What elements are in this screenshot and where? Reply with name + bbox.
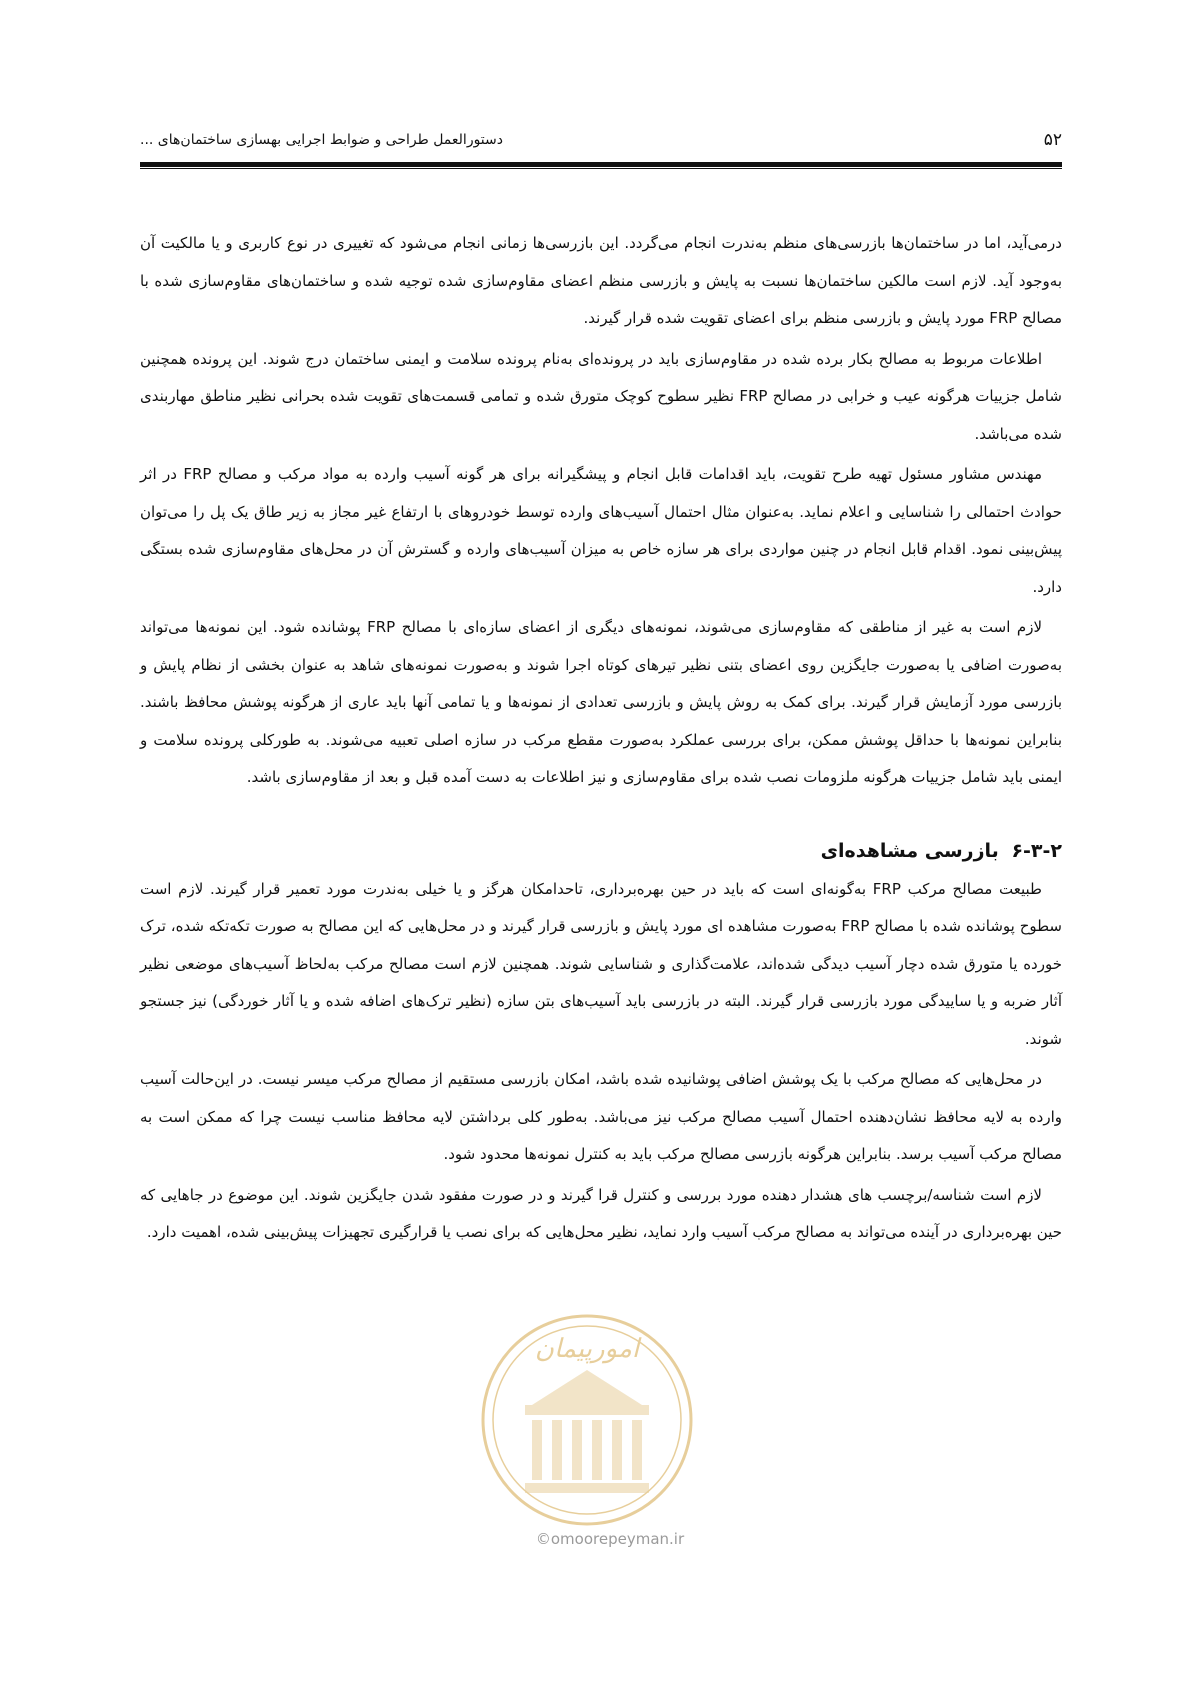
paragraph: طبیعت مصالح مرکب FRP به‌گونه‌ای است که باید در حین بهره‌برداری، تاحدامکان هرگز و یا خیلی به‌ندرت مورد تعمیر قرار گیرند. لازم است سطوح پوشانده شده با مصالح FRP به‌صورت مشاهده ای مورد پایش و بازرسی قرار گیرند و در محل‌هایی که این مصالح به صورت تکه‌تکه شده، ترک خورده یا متورق شده دچار آسیب دیدگی شده‌اند، علامت‌گذاری و شناسایی شوند. همچنین لازم است مصالح مرکب به‌لحاظ آسیب‌های موضعی نظیر آثار ضربه و یا ساییدگی مورد بازرسی قرار گیرند. البته در بازرسی باید آسیب‌های بتن سازه (نظیر ترک‌های اضافه شده و یا آثار خوردگی) نیز جستجو شوند. xyxy=(140,879,1062,1048)
running-title: دستورالعمل طراحی و ضوابط اجرایی بهسازی ساختمان‌های ... xyxy=(140,132,503,148)
section-number: ۶-۳-۲ xyxy=(1011,839,1062,862)
watermark-url: ©omoorepeyman.ir xyxy=(535,1530,685,1548)
watermark-brand: امورپیمان xyxy=(534,1334,640,1364)
paragraph: در محل‌هایی که مصالح مرکب با یک پوشش اضافی پوشانیده شده باشد، امکان بازرسی مستقیم از مصالح مرکب میسر نیست. در این‌حالت آسیب وارده به لایه محافظ نشان‌دهنده احتمال آسیب مصالح مرکب نیز می‌باشد. به‌طور کلی برداشتن لایه محافظ مناسب نیست چرا که ممکن است به مصالح مرکب آسیب برسد. بنابراین هرگونه بازرسی مصالح مرکب باید به کنترل نمونه‌ها محدود شود. xyxy=(140,1070,1062,1163)
paragraph: لازم است به غیر از مناطقی که مقاوم‌سازی می‌شوند، نمونه‌های دیگری از اعضای سازه‌ای با مصالح FRP پوشانده شود. این نمونه‌ها می‌تواند به‌صورت اضافی یا به‌صورت جایگزین روی اعضای بتنی نظیر تیرهای کوتاه اجرا شوند و به‌صورت نمونه‌های شاهد به عنوان بخشی از نظام پایش و بازرسی مورد آزمایش قرار گیرند. برای کمک به روش پایش و بازرسی تعدادی از نمونه‌ها و یا تمامی آنها باید عاری از هرگونه پوشش محافظ باشند. بنابراین نمونه‌ها با حداقل پوشش ممکن، برای بررسی عملکرد به‌صورت مقطع مرکب در سازه اصلی تعبیه می‌شوند. به طورکلی پرونده سلامت و ایمنی باید شامل جزییات هرگونه ملزومات نصب شده برای مقاوم‌سازی و نیز اطلاعات به دست آمده قبل و بعد از مقاوم‌سازی باشد. xyxy=(140,618,1062,786)
copyright-icon: © xyxy=(535,1530,551,1548)
watermark-logo xyxy=(470,1295,705,1535)
document-body xyxy=(140,225,1062,1255)
header-rule xyxy=(140,162,1062,167)
paragraph: اطلاعات مربوط به مصالح بکار برده شده در مقاوم‌سازی باید در پرونده‌ای به‌نام پرونده سلامت و ایمنی ساختمان درج شوند. این پرونده همچنین شامل جزییات هرگونه عیب و خرابی در مصالح FRP نظیر سطوح کوچک متورق شده و تمامی قسمت‌های تقویت شده بحرانی نظیر مناطق مهاربندی شده می‌باشد. xyxy=(140,349,1062,443)
paragraph: مهندس مشاور مسئول تهیه طرح تقویت، باید اقدامات قابل انجام و پیشگیرانه برای هر گونه آسیب وارده به مواد مرکب و مصالح FRP در اثر حوادث احتمالی را شناسایی و اعلام نماید. به‌عنوان مثال احتمال آسیب‌های وارده توسط خودروهای با ارتفاع غیر مجاز به زیر طاق یک پل را می‌توان پیش‌بینی نمود. اقدام قابل انجام در چنین مواردی برای هر سازه خاص به میزان آسیب‌های وارده و گسترش آن در محل‌های مقاوم‌سازی شده بستگی دارد. xyxy=(140,465,1062,596)
paragraph: لازم است شناسه/برچسب های هشدار دهنده مورد بررسی و کنترل قرا گیرند و در صورت مفقود شدن جایگزین شوند. این موضوع در جاهایی که حین بهره‌برداری در آینده می‌تواند به مصالح مرکب آسیب وارد نماید، نظیر محل‌هایی که برای نصب یا قرارگیری تجهیزات پیش‌بینی شده، اهمیت دارد. xyxy=(140,1185,1062,1241)
paragraph: درمی‌آید، اما در ساختمان‌ها بازرسی‌های منظم به‌ندرت انجام می‌گردد. این بازرسی‌ها زمانی انجام می‌شود که تغییری در نوع کاربری و یا مالکیت آن به‌وجود آید. لازم است مالکین ساختمان‌ها نسبت به پایش و بازرسی منظم اعضای مقاوم‌سازی شده توجیه شده و ساختمان‌های مقاوم‌سازی شده با مصالح FRP مورد پایش و بازرسی منظم برای اعضای تقویت شده قرار گیرند. xyxy=(140,234,1062,327)
section-title: بازرسی مشاهده‌ای xyxy=(820,839,999,862)
section-heading xyxy=(140,831,1062,871)
page-header xyxy=(140,128,1062,156)
header-rule-thin xyxy=(140,168,1062,169)
page-number: ۵۲ xyxy=(1043,130,1062,150)
